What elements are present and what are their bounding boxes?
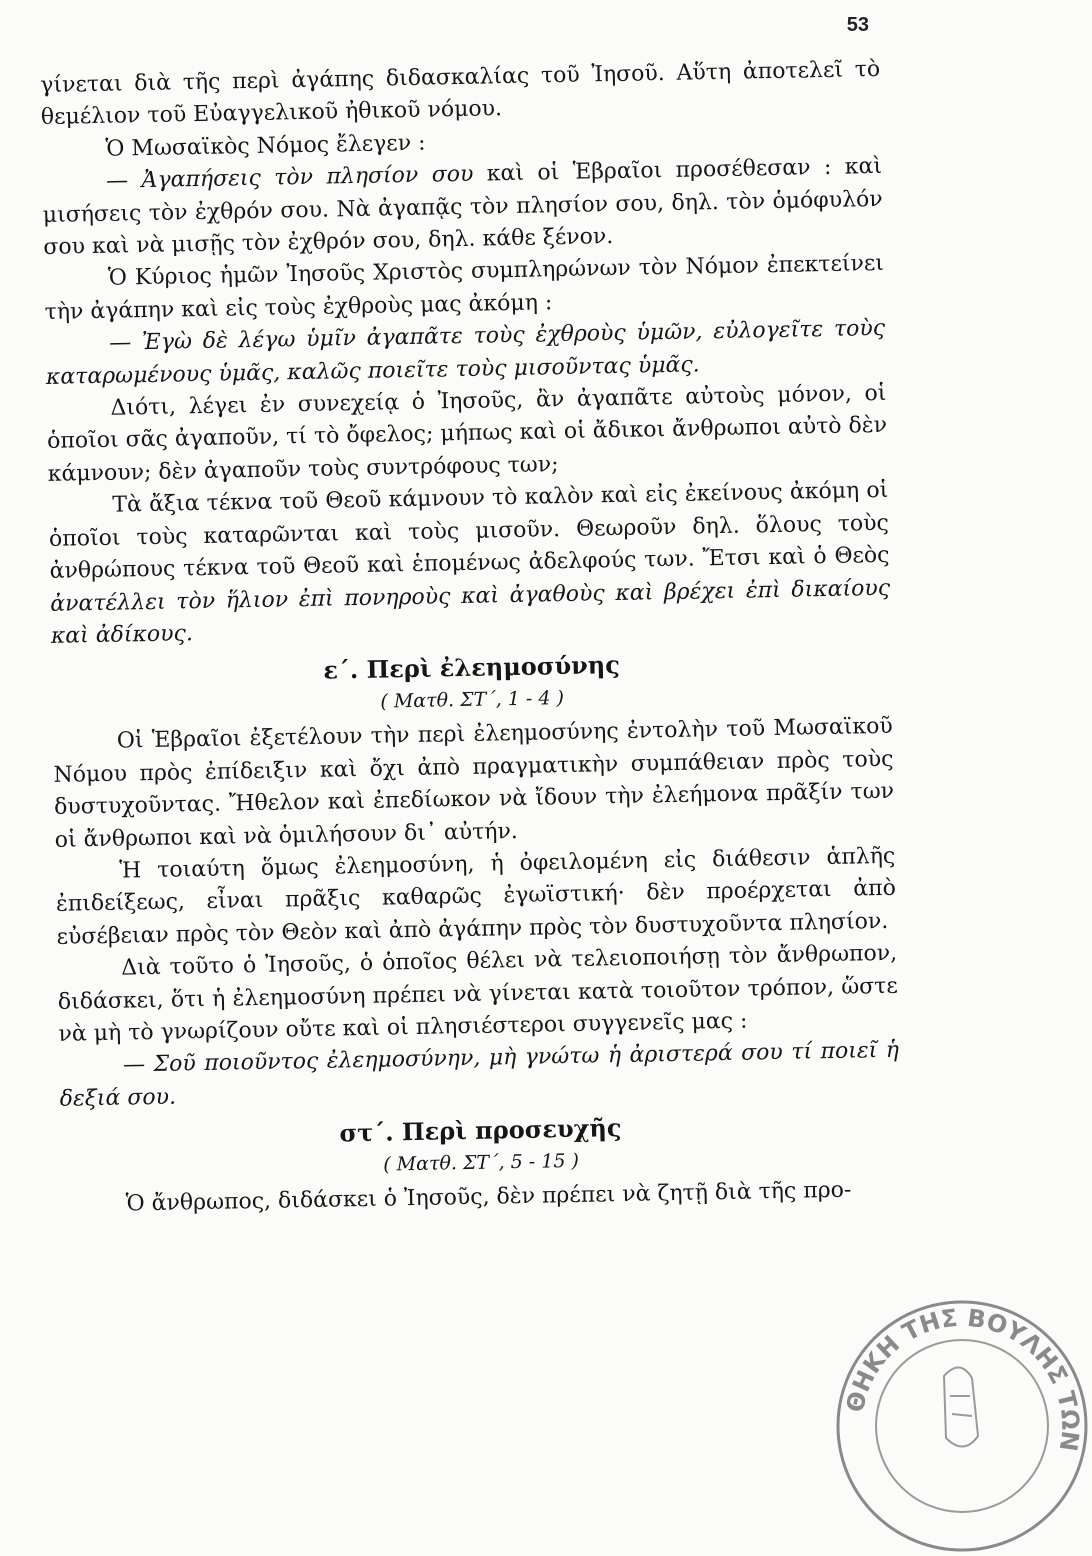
- text-run: καὶ οἱ Ἑβραῖοι προσέθεσαν : καὶ μισήσεις τὸν ἐχθρόν σου. Νὰ ἀγαπᾷς τὸν πλησίον σου, δηλ. τὸν ὁμόφυλόν σου καὶ νὰ μισῇς τὸν ἐχθρόν σου, δηλ. κάθε ξένον.: [42, 154, 883, 260]
- text-run: Οἱ Ἑβραῖοι ἐξετέλουν τὴν περὶ ἐλεημοσύνης ἐντολὴν τοῦ Μωσαϊκοῦ Νόμου πρὸς ἐπίδειξιν καὶ ὄχι ἀπὸ πραγματικὴν συμπάθειαν πρὸς τοὺς δυστυχοῦντας. Ἤθελον καὶ ἐπεδίωκον νὰ ἴδουν τὴν ἐλεήμονα πρᾶξίν των οἱ ἄνθρωποι καὶ νὰ ὁμιλήσουν δι᾽ αὐτήν.: [53, 714, 895, 853]
- text-run: γίνεται διὰ τῆς περὶ ἀγάπης διδασκαλίας τοῦ Ἰησοῦ. Αὕτη ἀποτελεῖ τὸ θεμέλιον τοῦ Εὐαγγελικοῦ ἠθικοῦ νόμου.: [40, 56, 881, 131]
- section-title-st: στ΄. Περὶ προσευχῆς: [339, 1113, 622, 1148]
- text-run: Τὰ ἄξια τέκνα τοῦ Θεοῦ κάμνουν τὸ καλὸν καὶ εἰς ἐκείνους ἀκόμη οἱ ὁποῖοι τοὺς καταρῶνται καὶ τοὺς μισοῦν. Θεωροῦν δηλ. ὅλους τοὺς ἀνθρώπους τέκνα τοῦ Θεοῦ καὶ ἑπομένως ἀδελφούς των. Ἔτσι καὶ ὁ Θεὸς: [48, 478, 890, 584]
- section-title-e: ε΄. Περὶ ἐλεημοσύνης: [323, 650, 621, 685]
- text-run: Διὰ τοῦτο ὁ Ἰησοῦς, ὁ ὁποῖος θέλει νὰ τελειοποιήσῃ τὸν ἄνθρωπον, διδάσκει, ὅτι ἡ ἐλεημοσύνη πρέπει νὰ γίνεται κατὰ τοιοῦτον τρόπον, ὥστε νὰ μὴ τὸ γνωρίζουν οὔτε καὶ οἱ πλησιέστεροι συγγενεῖς μας :: [57, 940, 898, 1047]
- paragraph: [53, 711, 895, 857]
- italic-quote: ἀνατέλλει τὸν ἥλιον ἐπὶ πονηροὺς καὶ ἀγαθοὺς καὶ βρέχει ἐπὶ δικαίους καὶ ἀδίκους.: [50, 575, 891, 649]
- paragraph: [55, 841, 897, 954]
- paragraph: [57, 938, 899, 1051]
- paragraph: [48, 475, 891, 653]
- paragraph: [46, 378, 888, 491]
- page-number: 53: [846, 14, 869, 36]
- section-reference-st: ( Ματθ. ΣΤ΄, 5 - 15 ): [383, 1150, 580, 1176]
- paragraph: [42, 151, 884, 264]
- text-run: Ὁ Κύριος ἡμῶν Ἰησοῦς Χριστὸς συμπληρώνων τὸν Νόμον ἐπεκτείνει τὴν ἀγάπην καὶ εἰς τοὺς ἐχθροὺς μας ἀκόμη :: [44, 251, 885, 325]
- stamp-emblem: [944, 1367, 978, 1446]
- text-run: Ὁ ἄνθρωπος, διδάσκει ὁ Ἰησοῦς, δὲν πρέπει νὰ ζητῇ διὰ τῆς προ-: [125, 1177, 852, 1217]
- text-run: Ὁ Μωσαϊκὸς Νόμος ἔλεγεν :: [105, 130, 426, 162]
- stamp-inner-ring: [876, 1340, 1048, 1512]
- italic-quote: — Ἀγαπήσεις τὸν πλησίον σου: [105, 161, 474, 194]
- stamp-text: ΘΗΚΗ ΤΗΣ ΒΟΥΛΗΣ ΤΩΝ: [840, 1303, 1085, 1453]
- text-run: Διότι, λέγει ἐν συνεχείᾳ ὁ Ἰησοῦς, ἂν ἀγαπᾶτε αὐτοὺς μόνον, οἱ ὁποῖοι σᾶς ἀγαποῦν, τί τὸ ὄφελος; μήπως καὶ οἱ ἄδικοι ἄνθρωποι αὐτὸ δὲν κάμνουν; δὲν ἀγαποῦν τοὺς συντρόφους των;: [46, 380, 888, 487]
- section-reference-e: ( Ματθ. ΣΤ΄, 1 - 4 ): [380, 687, 565, 713]
- italic-quote: — Σοῦ ποιοῦντος ἐλεημοσύνην, μὴ γνώτω ἡ ἀριστερά σου τί ποιεῖ ἡ δεξιά σου.: [59, 1038, 900, 1112]
- text-run: Ἡ τοιαύτη ὅμως ἐλεημοσύνη, ἡ ὀφειλομένη εἰς διάθεσιν ἁπλῆς ἐπιδείξεως, εἶναι πρᾶξις καθαρῶς ἐγωϊστική· δὲν προέρχεται ἀπὸ εὐσέβειαν πρὸς τὸν Θεὸν καὶ ἀπὸ ἀγάπην πρὸς τὸν δυστυχοῦντα πλησίον.: [55, 843, 897, 950]
- italic-quote: — Ἐγὼ δὲ λέγω ὑμῖν ἀγαπᾶτε τοὺς ἐχθροὺς ὑμῶν, εὐλογεῖτε τοὺς καταρωμένους ὑμᾶς, καλῶς ποιεῖτε τοὺς μισοῦντας ὑμᾶς.: [45, 316, 886, 390]
- library-stamp: [832, 1296, 1092, 1556]
- page-text: [40, 54, 902, 1223]
- intro-paragraphs: [40, 54, 891, 653]
- section-body-e: [53, 711, 900, 1116]
